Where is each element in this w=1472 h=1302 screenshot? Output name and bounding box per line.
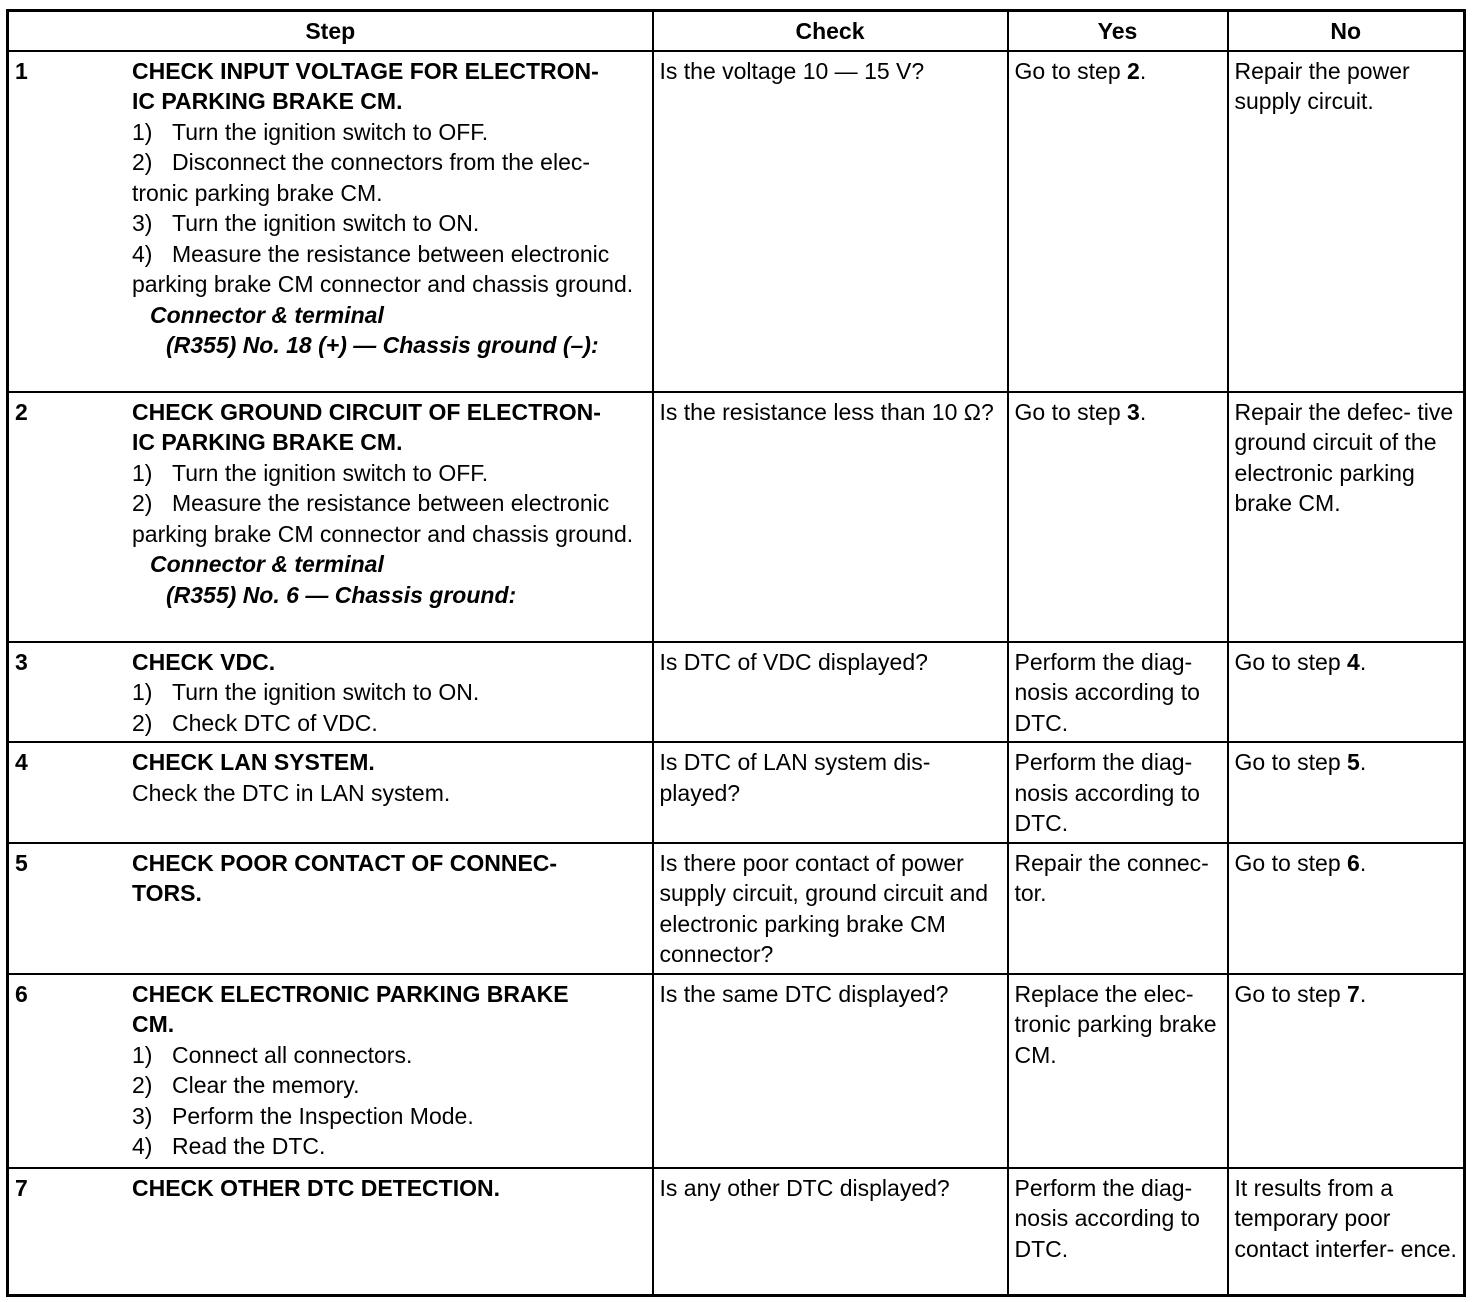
- yes-suffix: .: [1139, 57, 1147, 84]
- no-cell: [1228, 974, 1465, 1168]
- procedure-number: 1): [132, 679, 153, 705]
- procedure-text: Read the DTC.: [172, 1133, 326, 1159]
- check-cell: Is DTC of VDC displayed?: [653, 642, 1008, 743]
- step-number: 1: [15, 57, 28, 84]
- no-step-ref: 6: [1347, 849, 1360, 876]
- yes-cell: Repair the connec- tor.: [1008, 843, 1228, 974]
- step-cell: [8, 392, 653, 642]
- header-step: Step: [8, 11, 653, 51]
- procedure-text: Check DTC of VDC.: [172, 709, 378, 736]
- no-step-ref: 5: [1347, 749, 1360, 775]
- procedure-item: [132, 1101, 646, 1132]
- yes-text: Go to step: [1014, 398, 1128, 425]
- procedure-number: 2): [132, 709, 153, 736]
- yes-step-ref: 3: [1127, 398, 1140, 425]
- procedure-item: [132, 239, 646, 300]
- yes-step-ref: 2: [1127, 57, 1140, 84]
- check-cell: Is the voltage 10 — 15 V?: [653, 51, 1008, 392]
- no-text: Go to step: [1234, 849, 1348, 876]
- yes-cell: [1008, 51, 1228, 392]
- yes-cell: Perform the diag- nosis according to DTC.: [1008, 742, 1228, 843]
- procedure-item: [132, 147, 646, 208]
- procedure-item: [132, 1070, 646, 1101]
- connector-terminal-label: Connector & terminal: [150, 301, 384, 328]
- table-row: [8, 642, 1465, 743]
- step-number: 2: [15, 398, 28, 425]
- step-number: 7: [15, 1174, 28, 1201]
- step-number: 4: [15, 749, 28, 775]
- no-text: Go to step: [1234, 980, 1348, 1007]
- table-row: [8, 1168, 1465, 1296]
- header-yes: Yes: [1008, 11, 1228, 51]
- step-title: CHECK OTHER DTC DETECTION.: [132, 1174, 500, 1201]
- procedure-text: Turn the ignition switch to ON.: [172, 210, 480, 236]
- procedure-number: 1): [132, 1041, 153, 1068]
- no-cell: Repair the power supply circuit.: [1228, 51, 1465, 392]
- procedure-item: [132, 117, 646, 148]
- header-row: [8, 11, 1465, 51]
- table-row: [8, 51, 1465, 392]
- procedure-text: Disconnect the connectors from the elec- tronic parking brake CM.: [132, 149, 591, 206]
- no-suffix: .: [1359, 980, 1367, 1007]
- no-text: Go to step: [1234, 749, 1348, 775]
- no-suffix: .: [1359, 749, 1367, 775]
- step-number: 5: [15, 849, 28, 876]
- procedure-text: Connect all connectors.: [172, 1041, 413, 1068]
- step-title-line: CHECK POOR CONTACT OF CONNEC-: [132, 849, 558, 876]
- step-title-line: TORS.: [132, 880, 202, 906]
- table-row: [8, 843, 1465, 974]
- step-number: 3: [15, 648, 28, 675]
- no-text: Go to step: [1234, 648, 1348, 675]
- step-cell: [8, 51, 653, 392]
- no-cell: [1228, 642, 1465, 743]
- step-title-line: CHECK ELECTRONIC PARKING BRAKE: [132, 980, 569, 1007]
- step-title-line: CHECK INPUT VOLTAGE FOR ELECTRON-: [132, 57, 599, 84]
- procedure-text: Check the DTC in LAN system.: [132, 779, 451, 806]
- connector-terminal-spec: (R355) No. 6 — Chassis ground:: [166, 581, 517, 608]
- procedure-text: Turn the ignition switch to OFF.: [172, 459, 489, 486]
- step-cell: [8, 642, 653, 743]
- step-cell: [8, 742, 653, 843]
- no-cell: It results from a temporary poor contact interfer- ence.: [1228, 1168, 1465, 1296]
- check-cell: Is DTC of LAN system dis- played?: [653, 742, 1008, 843]
- yes-text: Go to step: [1014, 57, 1128, 84]
- step-title-line: IC PARKING BRAKE CM.: [132, 88, 403, 114]
- no-step-ref: 4: [1347, 648, 1360, 675]
- procedure-item: [132, 488, 646, 549]
- procedure-item: [132, 708, 646, 739]
- procedure-item: [132, 1131, 646, 1162]
- table-row: [8, 742, 1465, 843]
- no-cell: Repair the defec- tive ground circuit of the electronic parking brake CM.: [1228, 392, 1465, 642]
- step-number: 6: [15, 980, 28, 1007]
- procedure-number: 4): [132, 240, 153, 267]
- procedure-text: Perform the Inspection Mode.: [172, 1102, 474, 1129]
- no-cell: [1228, 843, 1465, 974]
- procedure-item: [132, 677, 646, 708]
- step-title-line: IC PARKING BRAKE CM.: [132, 429, 403, 455]
- step-cell: [8, 843, 653, 974]
- procedure-number: 3): [132, 210, 153, 236]
- header-no: No: [1228, 11, 1465, 51]
- yes-suffix: .: [1139, 398, 1147, 425]
- step-cell: [8, 1168, 653, 1296]
- yes-cell: Perform the diag- nosis according to DTC.: [1008, 642, 1228, 743]
- procedure-text: Turn the ignition switch to OFF.: [172, 118, 489, 145]
- no-suffix: .: [1359, 849, 1367, 876]
- procedure-item: [132, 1040, 646, 1071]
- procedure-number: 3): [132, 1102, 153, 1129]
- diagnostic-table: [6, 9, 1466, 1297]
- table-row: [8, 392, 1465, 642]
- procedure-number: 4): [132, 1133, 153, 1159]
- step-title-line: CHECK GROUND CIRCUIT OF ELECTRON-: [132, 398, 601, 425]
- header-check: Check: [653, 11, 1008, 51]
- no-cell: [1228, 742, 1465, 843]
- step-title: [132, 848, 646, 909]
- procedure-number: 1): [132, 459, 153, 486]
- yes-cell: [1008, 392, 1228, 642]
- procedure-number: 2): [132, 490, 153, 516]
- step-title: CHECK VDC.: [132, 648, 276, 675]
- check-cell: Is the same DTC displayed?: [653, 974, 1008, 1168]
- connector-terminal-spec: (R355) No. 18 (+) — Chassis ground (–):: [166, 332, 599, 358]
- procedure-number: 2): [132, 149, 153, 175]
- procedure-item: [132, 458, 646, 489]
- table-row: [8, 974, 1465, 1168]
- step-title: [132, 56, 646, 117]
- step-title: CHECK LAN SYSTEM.: [132, 749, 375, 775]
- procedure-item: [132, 208, 646, 239]
- no-suffix: .: [1359, 648, 1367, 675]
- procedure-text: Clear the memory.: [172, 1072, 360, 1098]
- step-title: [132, 979, 646, 1040]
- check-cell: Is the resistance less than 10 Ω?: [653, 392, 1008, 642]
- check-cell: Is there poor contact of power supply circuit, ground circuit and electronic parking brake CM connector?: [653, 843, 1008, 974]
- procedure-number: 1): [132, 118, 153, 145]
- procedure-text: Turn the ignition switch to ON.: [172, 679, 480, 705]
- yes-cell: Perform the diag- nosis according to DTC.: [1008, 1168, 1228, 1296]
- connector-terminal-label: Connector & terminal: [150, 551, 384, 577]
- procedure-text: Measure the resistance between electronic parking brake CM connector and chassis ground.: [132, 240, 634, 297]
- no-step-ref: 7: [1347, 980, 1360, 1007]
- step-title-line: CM.: [132, 1011, 175, 1037]
- check-cell: Is any other DTC displayed?: [653, 1168, 1008, 1296]
- yes-cell: Replace the elec- tronic parking brake CM.: [1008, 974, 1228, 1168]
- step-cell: [8, 974, 653, 1168]
- procedure-number: 2): [132, 1072, 153, 1098]
- procedure-text: Measure the resistance between electronic parking brake CM connector and chassis ground.: [132, 490, 634, 547]
- step-title: [132, 397, 646, 458]
